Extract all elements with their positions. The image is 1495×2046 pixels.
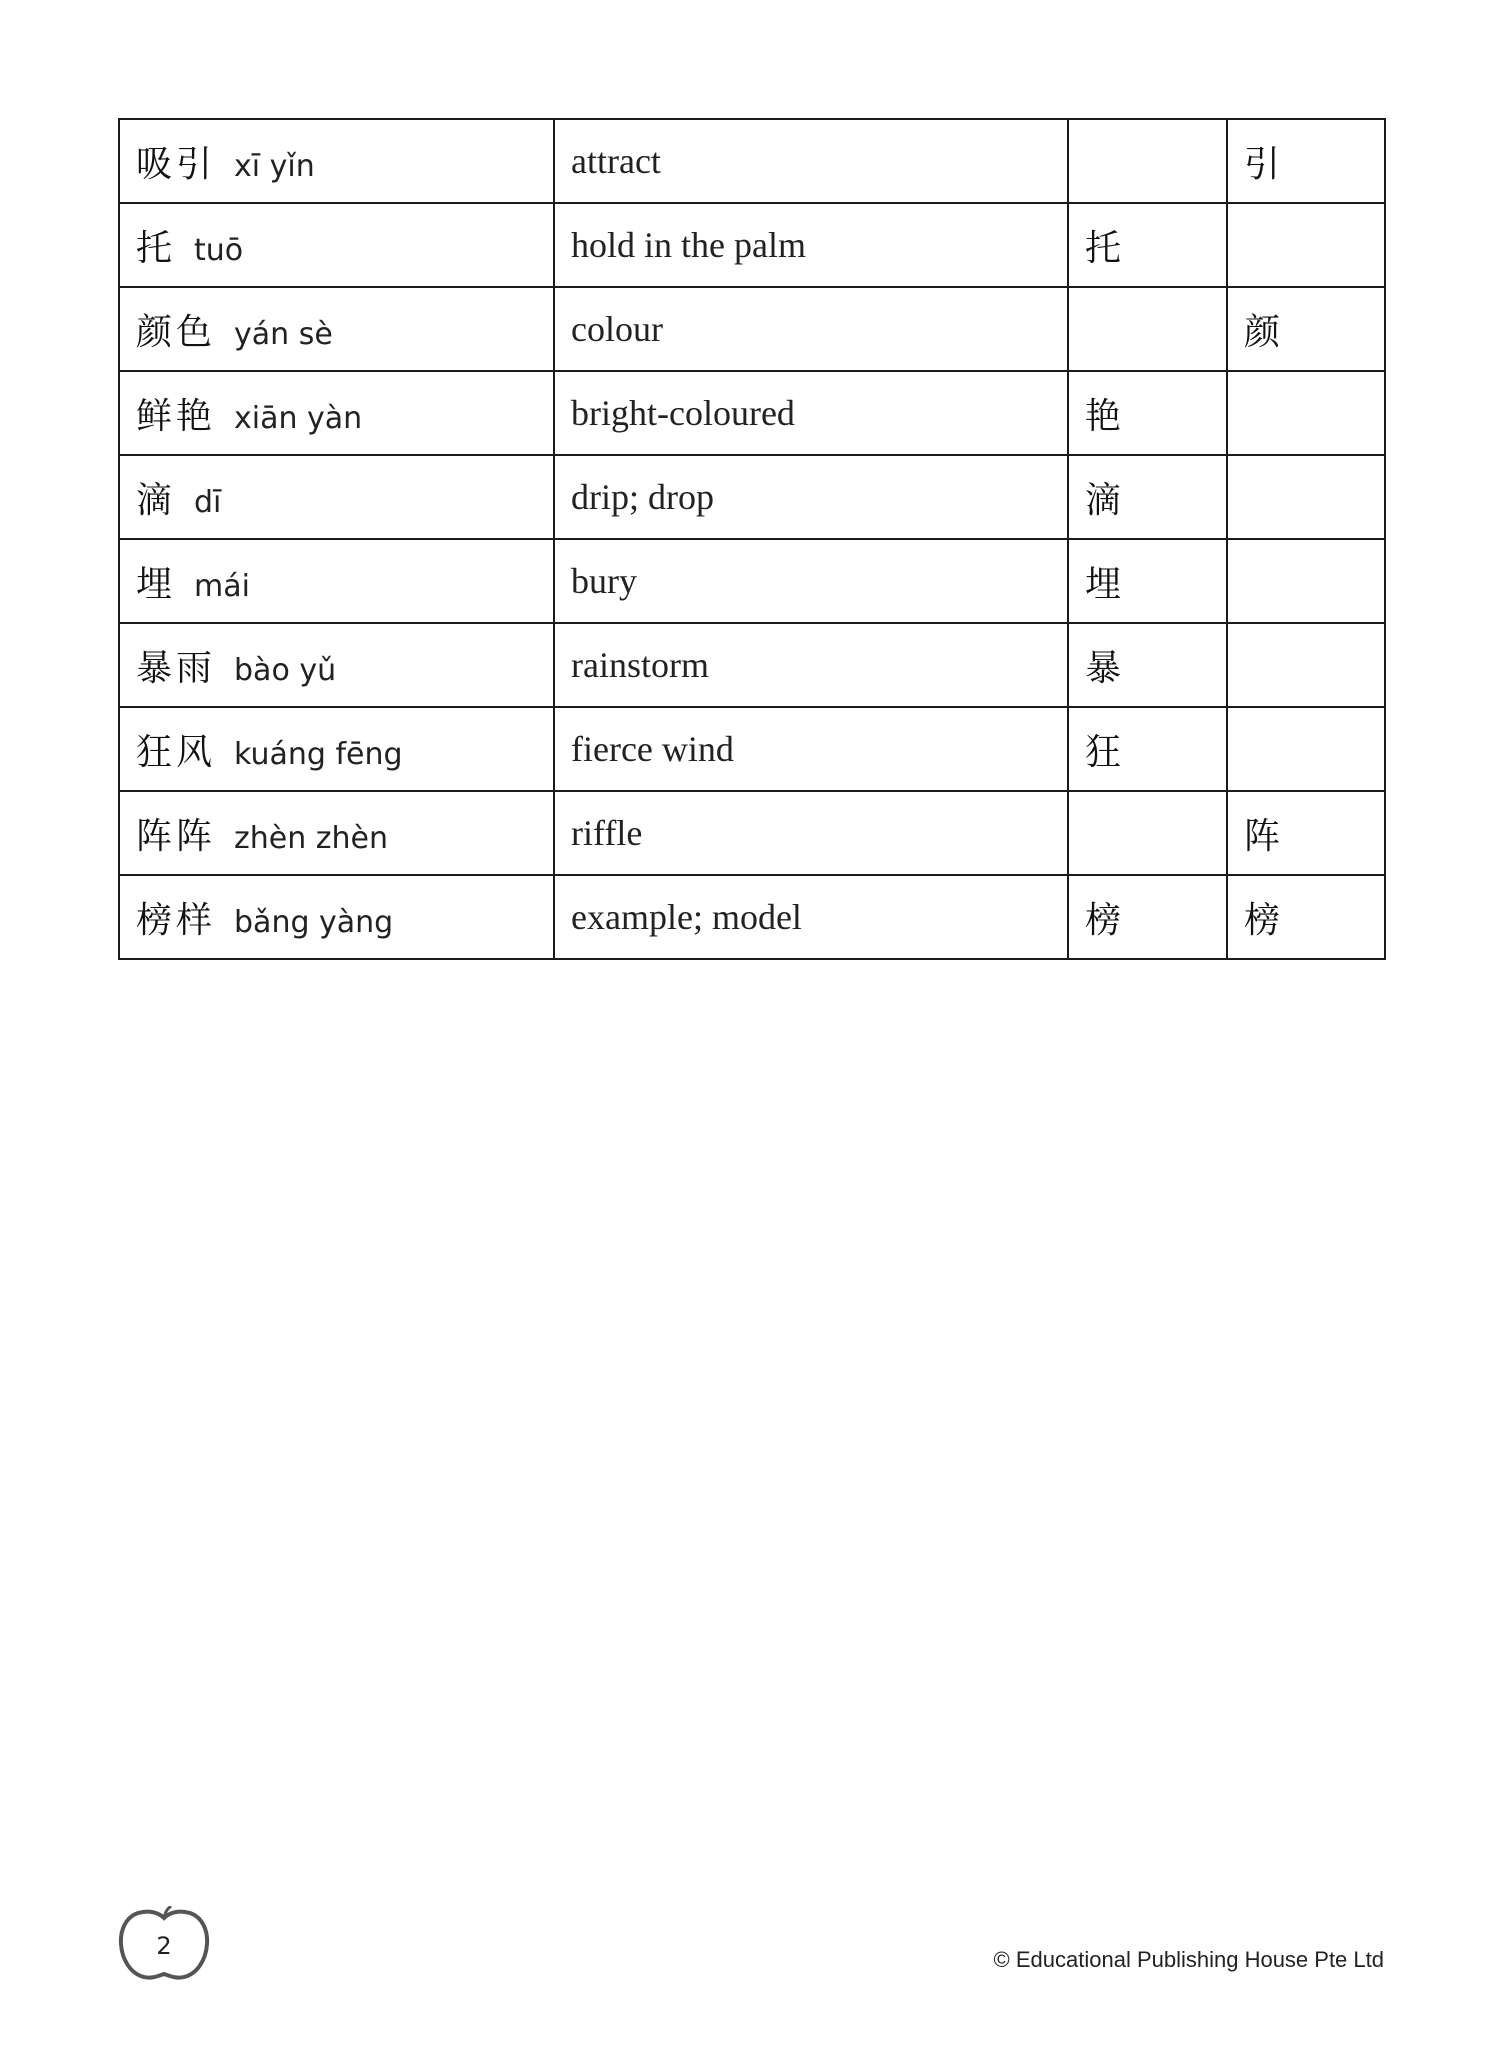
character-cell-a: 托 xyxy=(1068,203,1227,287)
character-cell-b: 榜 xyxy=(1227,875,1385,959)
word-cell xyxy=(119,287,554,371)
pinyin: xiān yàn xyxy=(234,400,363,436)
vocabulary-table xyxy=(118,118,1386,960)
table-row xyxy=(119,875,1385,959)
character-cell-b xyxy=(1227,623,1385,707)
meaning-cell: bury xyxy=(554,539,1068,623)
pinyin: dī xyxy=(194,484,222,520)
page-number-badge xyxy=(118,1906,210,1978)
pinyin: xī yǐn xyxy=(234,148,315,184)
pinyin: bào yǔ xyxy=(234,652,337,688)
meaning-cell: riffle xyxy=(554,791,1068,875)
table-row xyxy=(119,455,1385,539)
character-cell-a: 暴 xyxy=(1068,623,1227,707)
character-cell-b xyxy=(1227,203,1385,287)
page-number: 2 xyxy=(156,1932,172,1960)
character-cell-b xyxy=(1227,371,1385,455)
hanzi-word: 颜色 xyxy=(136,311,217,353)
table-row xyxy=(119,791,1385,875)
character-cell-b xyxy=(1227,539,1385,623)
word-cell xyxy=(119,539,554,623)
word-cell xyxy=(119,455,554,539)
character-cell-a xyxy=(1068,791,1227,875)
table-row xyxy=(119,623,1385,707)
character-cell-b: 颜 xyxy=(1227,287,1385,371)
character-cell-a: 埋 xyxy=(1068,539,1227,623)
hanzi-word: 阵阵 xyxy=(136,815,217,857)
hanzi-word: 滴 xyxy=(136,479,177,521)
pinyin: bǎng yàng xyxy=(234,904,394,940)
meaning-cell: hold in the palm xyxy=(554,203,1068,287)
word-cell xyxy=(119,119,554,203)
character-cell-a: 榜 xyxy=(1068,875,1227,959)
pinyin: mái xyxy=(194,568,250,604)
table-row xyxy=(119,287,1385,371)
copyright-notice: © Educational Publishing House Pte Ltd xyxy=(993,1947,1384,1972)
meaning-cell: bright-coloured xyxy=(554,371,1068,455)
character-cell-a: 艳 xyxy=(1068,371,1227,455)
hanzi-word: 榜样 xyxy=(136,899,217,941)
table-row xyxy=(119,371,1385,455)
hanzi-word: 埋 xyxy=(136,563,177,605)
hanzi-word: 鲜艳 xyxy=(136,395,217,437)
meaning-cell: fierce wind xyxy=(554,707,1068,791)
hanzi-word: 吸引 xyxy=(136,143,217,185)
character-cell-a: 狂 xyxy=(1068,707,1227,791)
word-cell xyxy=(119,203,554,287)
character-cell-a xyxy=(1068,119,1227,203)
meaning-cell: attract xyxy=(554,119,1068,203)
pinyin: yán sè xyxy=(234,316,333,352)
meaning-cell: example; model xyxy=(554,875,1068,959)
meaning-cell: drip; drop xyxy=(554,455,1068,539)
word-cell xyxy=(119,707,554,791)
word-cell xyxy=(119,371,554,455)
pinyin: zhèn zhèn xyxy=(234,820,389,856)
character-cell-a: 滴 xyxy=(1068,455,1227,539)
word-cell xyxy=(119,791,554,875)
table-row xyxy=(119,707,1385,791)
table-row xyxy=(119,119,1385,203)
table-row xyxy=(119,539,1385,623)
pinyin: kuáng fēng xyxy=(234,736,403,772)
word-cell xyxy=(119,875,554,959)
hanzi-word: 暴雨 xyxy=(136,647,217,689)
character-cell-b xyxy=(1227,707,1385,791)
hanzi-word: 托 xyxy=(136,227,177,269)
meaning-cell: colour xyxy=(554,287,1068,371)
character-cell-b: 引 xyxy=(1227,119,1385,203)
character-cell-a xyxy=(1068,287,1227,371)
pinyin: tuō xyxy=(194,232,244,268)
meaning-cell: rainstorm xyxy=(554,623,1068,707)
word-cell xyxy=(119,623,554,707)
table-row xyxy=(119,203,1385,287)
hanzi-word: 狂风 xyxy=(136,731,217,773)
character-cell-b: 阵 xyxy=(1227,791,1385,875)
character-cell-b xyxy=(1227,455,1385,539)
